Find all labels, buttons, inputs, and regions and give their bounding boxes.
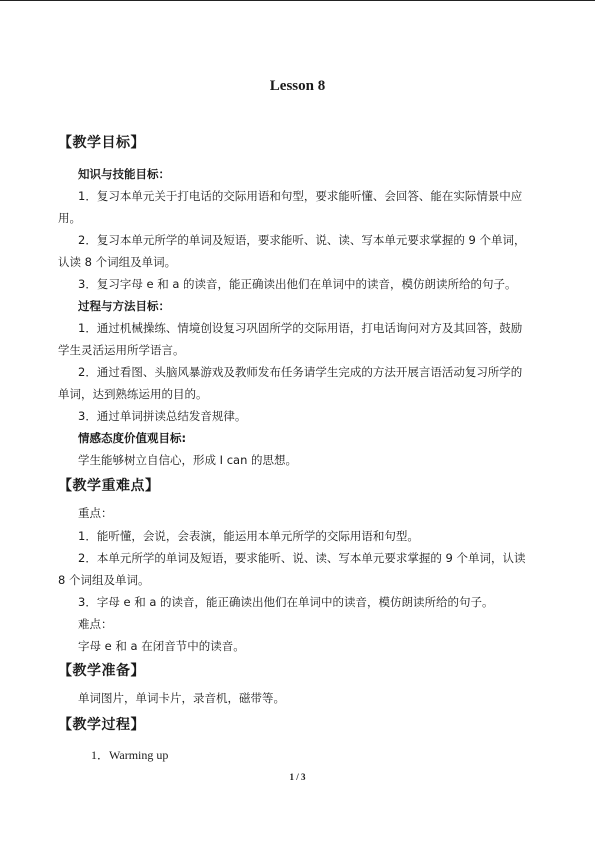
attitude-heading: 情感态度价值观目标: [78, 431, 187, 445]
section-heading-process: 【教学过程】 [58, 717, 145, 733]
section-heading-preparation: 【教学准备】 [58, 663, 145, 679]
knowledge-item-1-line-1: 1．复习本单元关于打电话的交际用语和句型，要求能听懂、会回答、能在实际情景中应 [78, 189, 523, 203]
difficult-points-label: 难点： [78, 617, 113, 631]
knowledge-item-2-line-1: 2．复习本单元所学的单词及短语，要求能听、说、读、写本单元要求掌握的 9 个单词， [78, 233, 526, 247]
key-point-1: 1．能听懂，会说，会表演，能运用本单元所学的交际用语和句型。 [78, 529, 419, 543]
key-point-2-line-2: 8 个词组及单词。 [58, 573, 150, 587]
process-step-1: 1．Warming up [91, 748, 169, 762]
process-item-1-line-1: 1．通过机械操练、情境创设复习巩固所学的交际用语，打电话询问对方及其回答，鼓励 [78, 321, 523, 335]
knowledge-item-3: 3．复习字母 e 和 a 的读音，能正确读出他们在单词中的读音，模仿朗读所给的句子。 [78, 277, 517, 291]
difficult-point-1: 字母 e 和 a 在闭音节中的读音。 [78, 639, 245, 653]
knowledge-item-1-line-2: 用。 [58, 211, 81, 225]
process-method-heading: 过程与方法目标： [78, 299, 170, 313]
section-heading-key-points: 【教学重难点】 [58, 478, 160, 494]
attitude-item: 学生能够树立自信心，形成 I can 的思想。 [78, 453, 298, 467]
key-point-3: 3．字母 e 和 a 的读音，能正确读出他们在单词中的读音，模仿朗读所给的句子。 [78, 595, 494, 609]
process-item-2-line-1: 2．通过看图、头脑风暴游戏及教师发布任务请学生完成的方法开展言语活动复习所学的 [78, 365, 523, 379]
process-item-3: 3．通过单词拼读总结发音规律。 [78, 409, 247, 423]
knowledge-heading: 知识与技能目标： [78, 167, 170, 181]
document-title: Lesson 8 [269, 78, 326, 94]
key-point-2-line-1: 2．本单元所学的单词及短语，要求能听、说、读、写本单元要求掌握的 9 个单词，认读 [78, 551, 526, 565]
page-number: 1 / 3 [289, 772, 306, 782]
key-points-label: 重点： [78, 506, 113, 520]
process-item-1-line-2: 学生灵活运用所学语言。 [58, 343, 185, 357]
process-item-2-line-2: 单词，达到熟练运用的目的。 [58, 387, 208, 401]
top-border-line [0, 0, 595, 1]
preparation-text: 单词图片，单词卡片，录音机，磁带等。 [78, 691, 285, 705]
section-heading-goals: 【教学目标】 [58, 135, 145, 151]
knowledge-item-2-line-2: 认读 8 个词组及单词。 [58, 255, 177, 269]
